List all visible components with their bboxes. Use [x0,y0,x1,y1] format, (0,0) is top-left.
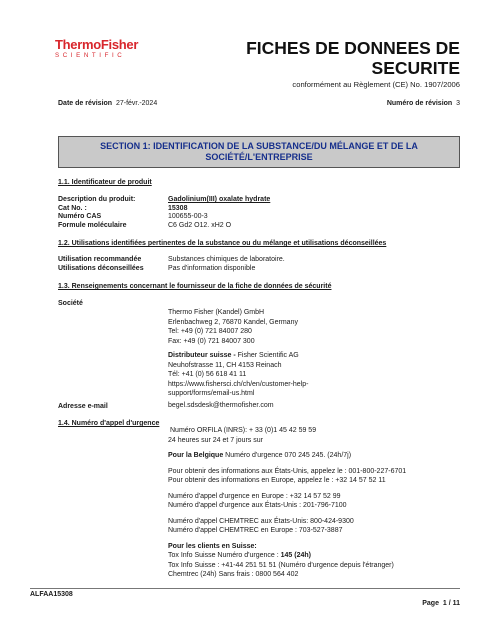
swiss-line: https://www.fishersci.ch/ch/en/customer-help- [168,380,309,388]
scientific-logo-text: SCIENTIFIC [55,52,126,59]
swiss-line: Tél: +41 (0) 56 618 41 11 [168,371,247,378]
page-indicator [422,600,460,607]
tox-info-pre: Tox Info Suisse Numéro d'urgence : [168,552,281,559]
revision-date-value: 27-févr.-2024 [115,100,158,107]
footer-divider [30,588,460,589]
s14-heading: 1.4. Numéro d'appel d'urgence [58,420,160,427]
chemtrec-ch-line: Chemtrec (24h) Sans frais : 0800 564 402 [168,571,299,578]
company-line: Tel: +49 (0) 721 84007 280 [168,328,252,335]
chemtrec-us-line: Numéro d'appel CHEMTREC aux États-Unis: 800-424-9300 [168,517,354,525]
revision-number-value: 3 [456,100,460,107]
footer-product-code: ALFAA15308 [30,591,73,598]
swiss-distributor-bold: Distributeur suisse - [168,352,236,359]
recommended-use-value: Substances chimiques de laboratoire. [168,256,285,263]
swiss-distributor [168,351,308,399]
product-description-value: Gadolinium(III) oxalate hydrate [168,196,271,203]
tox-info-line [168,551,406,561]
swiss-clients-heading: Pour les clients en Suisse: [168,542,257,550]
chemtrec-eu-line: Numéro d'appel CHEMTREC en Europe : 703-527-3887 [168,527,343,534]
eu-info-line: Pour obtenir des informations en Europe, appelez le : +32 14 57 52 11 [168,477,386,484]
swiss-distributor-title [168,351,308,361]
discouraged-use-value: Pas d'information disponible [168,264,256,272]
belgium-rest: Numéro d'urgence 070 245 245. (24h/7j) [223,452,352,459]
us-info-line: Pour obtenir des informations aux États-Unis, appelez le : 001-800-227-6701 [168,467,407,475]
cat-no-value: 15308 [168,204,188,212]
section1-header [58,136,460,168]
discouraged-use-label: Utilisations déconseillées [58,264,144,272]
revision-number [387,100,460,107]
email-value[interactable]: begel.sdsdesk@thermofisher.com [168,402,274,409]
regulation-subtitle: conformément au Règlement (CE) No. 1907/2006 [292,80,460,89]
recommended-use-label: Utilisation recommandée [58,256,142,263]
company-line: Thermo Fisher (Kandel) GmbH [168,309,265,316]
swiss-line: Neuhofstrasse 11, CH 4153 Reinach [168,361,282,369]
formula-value: C6 Gd2 O12. xH2 O [168,221,232,229]
tox-info-abroad-line: Tox Info Suisse : +41-44 251 51 51 (Numéro d'urgence depuis l'étranger) [168,561,394,569]
product-description-label: Description du produit: [58,196,136,203]
page-value: 1 / 11 [442,600,460,607]
swiss-distributor-name: Fisher Scientific AG [235,352,299,359]
swiss-line: support/forms/email-us.html [168,390,255,397]
revision-number-label: Numéro de révision [386,100,453,107]
s13-heading: 1.3. Renseignements concernant le fournisseur de la fiche de données de sécurité [58,283,332,290]
cas-label: Numéro CAS [58,213,102,220]
emergency-block [168,426,406,580]
cas-value: 100655-00-3 [168,213,208,220]
document-title: FICHES DE DONNEES DE SECURITE [246,38,460,78]
page-label: Page [422,600,439,607]
revision-date-label: Date de révision [58,100,113,107]
tox-info-number: 145 (24h) [280,552,311,559]
s11-heading: 1.1. Identificateur de produit [58,179,152,186]
revision-date [58,100,157,107]
section1-title: SECTION 1: IDENTIFICATION DE LA SUBSTANCE/DU MÉLANGE ET DE LA SOCIÉTÉ/L'ENTREPRISE [100,141,418,162]
company-label: Société [58,300,83,307]
orfila-hours: 24 heures sur 24 et 7 jours sur [168,436,263,444]
orfila-number: Numéro ORFILA (INRS): + 33 (0)1 45 42 59 59 [170,427,317,434]
formula-label: Formule moléculaire [58,221,127,229]
email-label: Adresse e-mail [58,403,108,410]
company-line: Erlenbachweg 2, 76870 Kandel, Germany [168,318,298,326]
belgium-bold: Pour la Belgique [168,452,224,459]
us-emergency-line: Numéro d'appel d'urgence aux États-Unis : 201-796-7100 [168,502,347,509]
company-address [168,308,298,346]
eu-emergency-line: Numéro d'appel d'urgence en Europe : +32 14 57 52 99 [168,492,341,500]
belgium-line [168,451,406,461]
s12-heading: 1.2. Utilisations identifiées pertinentes de la substance ou du mélange et utilisations déconseillées [58,240,387,247]
company-line: Fax: +49 (0) 721 84007 300 [168,337,255,345]
thermofisher-logo: ThermoFisher [55,37,139,52]
cat-no-label: Cat No. : [58,204,87,212]
